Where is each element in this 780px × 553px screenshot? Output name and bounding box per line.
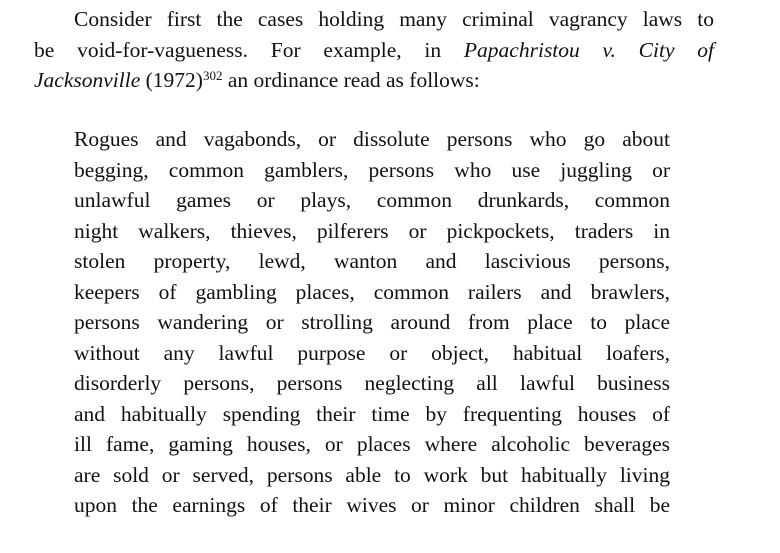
intro-line-3 bbox=[34, 65, 714, 96]
quote-line: keepers of gambling places, common railers and brawlers, bbox=[74, 279, 670, 304]
quote-line: persons wandering or strolling around from place to place bbox=[74, 310, 670, 334]
intro-paragraph bbox=[34, 4, 714, 96]
quote-line: stolen property, lewd, wanton and lascivious persons, bbox=[74, 249, 670, 273]
footnote-ref: 302 bbox=[202, 68, 223, 83]
case-name-part-1: Papachristou v. City of bbox=[463, 37, 714, 62]
intro-line-3-text: an ordinance read as follows: bbox=[227, 68, 480, 92]
ordinance-quote bbox=[74, 124, 670, 521]
case-name-part-2: Jacksonville bbox=[34, 68, 141, 92]
intro-line-1: Consider first the cases holding many criminal vagrancy laws to bbox=[74, 7, 714, 31]
quote-line: are sold or served, persons able to work but habitually living bbox=[74, 462, 670, 487]
quote-line: unlawful games or plays, common drunkards, common bbox=[74, 188, 670, 212]
quote-line: Rogues and vagabonds, or dissolute persons who go about bbox=[74, 127, 670, 151]
quote-line: ill fame, gaming houses, or places where alcoholic beverages bbox=[74, 432, 670, 456]
quote-line: disorderly persons, persons neglecting all lawful business bbox=[74, 371, 670, 395]
intro-line-2 bbox=[34, 35, 714, 66]
case-year: (1972) bbox=[145, 68, 203, 92]
quote-line: without any lawful purpose or object, habitual loafers, bbox=[74, 340, 670, 365]
quote-line: begging, common gamblers, persons who use juggling or bbox=[74, 157, 670, 182]
quote-line: upon the earnings of their wives or minor children shall be bbox=[74, 493, 670, 517]
quote-line: night walkers, thieves, pilferers or pickpockets, traders in bbox=[74, 218, 670, 243]
quote-line: and habitually spending their time by frequenting houses of bbox=[74, 401, 670, 426]
intro-line-2-text: be void-for-vagueness. For example, in bbox=[34, 37, 442, 62]
